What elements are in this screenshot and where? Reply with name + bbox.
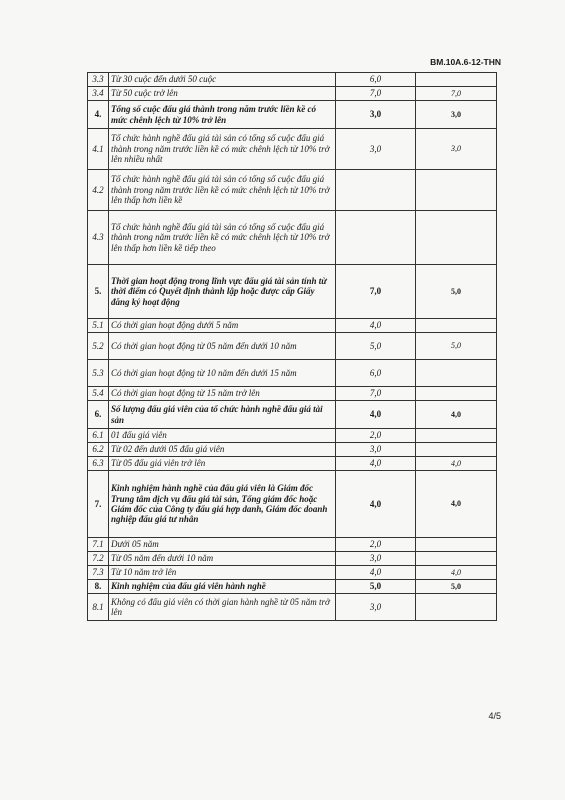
row-number: 4.2 (88, 170, 109, 211)
max-score: 5,0 (336, 333, 416, 360)
awarded-score: 4,0 (416, 566, 497, 580)
table-row (88, 333, 497, 360)
max-score: 4,0 (336, 471, 416, 538)
row-number: 7. (88, 471, 109, 538)
max-score: 4,0 (336, 401, 416, 429)
awarded-score: 3,0 (416, 101, 497, 129)
max-score: 3,0 (336, 101, 416, 129)
criterion-text: Số lượng đấu giá viên của tổ chức hành nghề đấu giá tài sản (109, 401, 336, 429)
criterion-text: 01 đấu giá viên (109, 429, 336, 443)
max-score: 4,0 (336, 457, 416, 471)
table-row (88, 73, 497, 87)
criterion-text: Từ 10 năm trở lên (109, 566, 336, 580)
max-score: 6,0 (336, 360, 416, 387)
max-score: 2,0 (336, 538, 416, 552)
awarded-score: 3,0 (416, 129, 497, 170)
criterion-text: Dưới 05 năm (109, 538, 336, 552)
awarded-score (416, 170, 497, 211)
awarded-score (416, 443, 497, 457)
awarded-score (416, 319, 497, 333)
row-number: 7.2 (88, 552, 109, 566)
row-number: 6.1 (88, 429, 109, 443)
criterion-text: Có thời gian hoạt động dưới 5 năm (109, 319, 336, 333)
row-number: 6. (88, 401, 109, 429)
table-row (88, 211, 497, 265)
awarded-score (416, 211, 497, 265)
table-row (88, 360, 497, 387)
row-number: 5. (88, 265, 109, 319)
max-score: 7,0 (336, 265, 416, 319)
criterion-text: Tổ chức hành nghề đấu giá tài sản có tổng số cuộc đấu giá thành trong năm trước liền kề có mức chênh lệch từ 10% trở lên nhiều nhất (109, 129, 336, 170)
table-row (88, 401, 497, 429)
awarded-score: 5,0 (416, 580, 497, 594)
table-row (88, 594, 497, 621)
criterion-text: Từ 05 đấu giá viên trở lên (109, 457, 336, 471)
awarded-score (416, 538, 497, 552)
row-number: 6.2 (88, 443, 109, 457)
awarded-score: 7,0 (416, 87, 497, 101)
document-code: BM.10A.6-12-THN (430, 57, 501, 67)
awarded-score: 5,0 (416, 333, 497, 360)
table-row (88, 319, 497, 333)
criterion-text: Kinh nghiệm của đấu giá viên hành nghề (109, 580, 336, 594)
table-row (88, 443, 497, 457)
awarded-score (416, 429, 497, 443)
row-number: 4. (88, 101, 109, 129)
criterion-text: Không có đấu giá viên có thời gian hành nghề từ 05 năm trở lên (109, 594, 336, 621)
max-score: 3,0 (336, 443, 416, 457)
criterion-text: Có thời gian hoạt động từ 05 năm đến dưới 10 năm (109, 333, 336, 360)
max-score: 6,0 (336, 73, 416, 87)
awarded-score: 5,0 (416, 265, 497, 319)
criterion-text: Từ 05 năm đến dưới 10 năm (109, 552, 336, 566)
max-score: 7,0 (336, 387, 416, 401)
table-row (88, 129, 497, 170)
max-score: 5,0 (336, 580, 416, 594)
criterion-text: Từ 50 cuộc trở lên (109, 87, 336, 101)
row-number: 6.3 (88, 457, 109, 471)
table-row (88, 538, 497, 552)
row-number: 3.3 (88, 73, 109, 87)
table-row (88, 471, 497, 538)
max-score: 3,0 (336, 552, 416, 566)
criterion-text: Thời gian hoạt động trong lĩnh vực đấu giá tài sản tính từ thời điểm có Quyết định thành lập hoặc được cấp Giấy đăng ký hoạt động (109, 265, 336, 319)
table-row (88, 101, 497, 129)
max-score (336, 170, 416, 211)
awarded-score (416, 552, 497, 566)
awarded-score: 4,0 (416, 457, 497, 471)
criteria-table (87, 72, 497, 621)
awarded-score (416, 73, 497, 87)
row-number: 7.3 (88, 566, 109, 580)
awarded-score (416, 387, 497, 401)
criterion-text: Từ 02 đến dưới 05 đấu giá viên (109, 443, 336, 457)
table-row (88, 265, 497, 319)
criterion-text: Có thời gian hoạt động từ 15 năm trở lên (109, 387, 336, 401)
max-score: 4,0 (336, 319, 416, 333)
row-number: 5.2 (88, 333, 109, 360)
table-row (88, 566, 497, 580)
max-score (336, 211, 416, 265)
criterion-text: Tổ chức hành nghề đấu giá tài sản có tổng số cuộc đấu giá thành trong năm trước liền kề có mức chênh lệch từ 10% trở lên thấp hơn liền kề tiếp theo (109, 211, 336, 265)
row-number: 5.1 (88, 319, 109, 333)
page-number: 4/5 (488, 711, 501, 721)
awarded-score (416, 594, 497, 621)
table-row (88, 387, 497, 401)
row-number: 5.4 (88, 387, 109, 401)
max-score: 4,0 (336, 566, 416, 580)
max-score: 7,0 (336, 87, 416, 101)
max-score: 2,0 (336, 429, 416, 443)
row-number: 4.3 (88, 211, 109, 265)
table-row (88, 552, 497, 566)
row-number: 3.4 (88, 87, 109, 101)
row-number: 4.1 (88, 129, 109, 170)
table-row (88, 580, 497, 594)
criterion-text: Từ 30 cuộc đến dưới 50 cuộc (109, 73, 336, 87)
criterion-text: Có thời gian hoạt động từ 10 năm đến dưới 15 năm (109, 360, 336, 387)
criterion-text: Tổ chức hành nghề đấu giá tài sản có tổng số cuộc đấu giá thành trong năm trước liền kề có mức chênh lệch từ 10% trở lên thấp hơn liền kề (109, 170, 336, 211)
awarded-score: 4,0 (416, 401, 497, 429)
row-number: 8.1 (88, 594, 109, 621)
row-number: 5.3 (88, 360, 109, 387)
criterion-text: Kinh nghiệm hành nghề của đấu giá viên là Giám đốc Trung tâm dịch vụ đấu giá tài sản, Tổng giám đốc hoặc Giám đốc của Công ty đấu giá hợp danh, Giám đốc doanh nghiệp đấu giá tư nhân (109, 471, 336, 538)
awarded-score: 4,0 (416, 471, 497, 538)
max-score: 3,0 (336, 129, 416, 170)
row-number: 7.1 (88, 538, 109, 552)
row-number: 8. (88, 580, 109, 594)
max-score: 3,0 (336, 594, 416, 621)
criterion-text: Tổng số cuộc đấu giá thành trong năm trước liền kề có mức chênh lệch từ 10% trở lên (109, 101, 336, 129)
awarded-score (416, 360, 497, 387)
table-row (88, 87, 497, 101)
table-row (88, 429, 497, 443)
table-row (88, 457, 497, 471)
table-row (88, 170, 497, 211)
